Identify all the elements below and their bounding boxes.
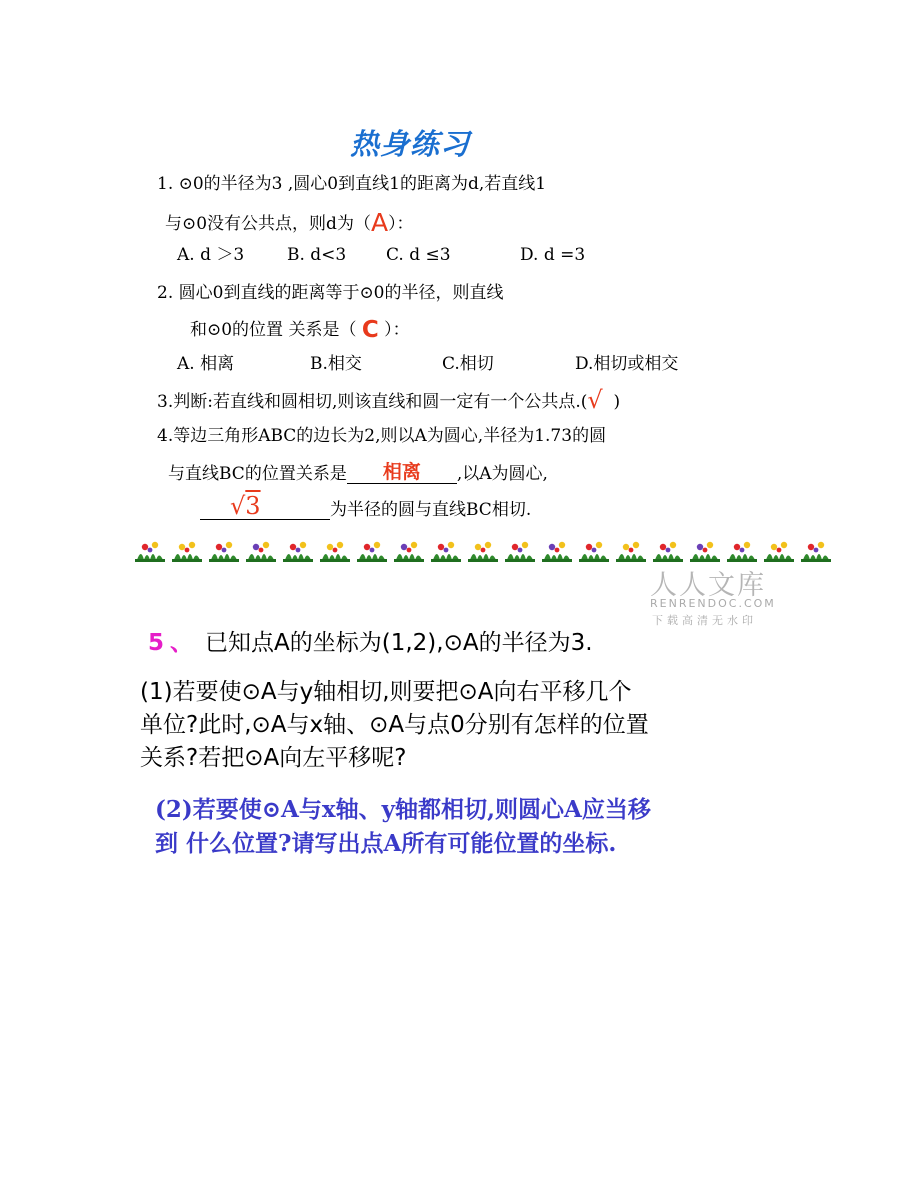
flower-ornament: [727, 538, 757, 562]
flower-ornament: [653, 538, 683, 562]
q4-line2-pre: 与直线BC的位置关系是: [168, 464, 347, 484]
q2-option-a: A. 相离: [177, 354, 235, 374]
q2-line1: 2. 圆心0到直线的距离等于⊙0的半径，则直线: [157, 283, 504, 303]
q4-line2: [168, 462, 548, 484]
q5-part2-line2: 到 什么位置?请写出点A所有可能位置的坐标.: [155, 830, 617, 857]
q2-line2: [190, 317, 410, 343]
flower-border: [135, 538, 790, 562]
q4-blank-1: [347, 462, 457, 484]
q2-option-d: D.相切或相交: [575, 354, 679, 374]
flower-ornament: [172, 538, 202, 562]
q5-stem-line: [148, 627, 593, 660]
flower-ornament: [209, 538, 239, 562]
q1-option-d: D. d =3: [520, 245, 586, 265]
flower-ornament: [320, 538, 350, 562]
flower-ornament: [690, 538, 720, 562]
q4-line3: [200, 492, 532, 520]
q5-separator: 、: [170, 630, 194, 656]
q3-line: [157, 386, 621, 414]
flower-ornament: [505, 538, 535, 562]
watermark-slogan: 下载高清无水印: [652, 614, 757, 627]
q2-option-b: B.相交: [310, 354, 362, 374]
q3-text: 3.判断:若直线和圆相切,则该直线和圆一定有一个公共点.(: [157, 392, 588, 412]
q4-answer-1: 相离: [382, 461, 421, 483]
q1-line2-post: ）：: [388, 214, 414, 234]
flower-ornament: [431, 538, 461, 562]
flower-ornament: [246, 538, 276, 562]
q1-answer: A: [370, 208, 389, 237]
flower-ornament: [579, 538, 609, 562]
q2-line2-post: ）：: [384, 320, 410, 340]
q5-part1-line2: 单位?此时,⊙A与x轴、⊙A与点0分别有怎样的位置: [140, 712, 649, 738]
q2-line2-pre: 和⊙0的位置 关系是（: [190, 320, 357, 340]
flower-ornament: [468, 538, 498, 562]
q1-option-b: B. d<3: [287, 245, 347, 265]
q1-line1: 1. ⊙0的半径为3 ,圆心0到直线1的距离为d,若直线1: [157, 174, 547, 194]
flower-ornament: [542, 538, 572, 562]
q5-stem: 已知点A的坐标为(1,2),⊙A的半径为3.: [205, 630, 593, 656]
q5-part1: [140, 676, 649, 775]
q5-part1-line1: (1)若要使⊙A与y轴相切,则要把⊙A向右平移几个: [140, 679, 632, 705]
q3-answer-check: √: [587, 386, 603, 414]
flower-ornament: [283, 538, 313, 562]
q4-answer-2: [230, 492, 261, 520]
q1-line2: [165, 208, 414, 237]
q4-line3-post: 为半径的圆与直线BC相切.: [330, 500, 532, 520]
flower-ornament: [135, 538, 165, 562]
sqrt-value: 3: [245, 492, 261, 520]
watermark-logo: 人人文库: [650, 570, 766, 601]
flower-ornament: [801, 538, 831, 562]
q4-line1: 4.等边三角形ABC的边长为2,则以A为圆心,半径为1.73的圆: [157, 426, 607, 446]
q5-part1-line3: 关系?若把⊙A向左平移呢?: [140, 745, 407, 771]
sqrt-radical: √: [230, 492, 246, 520]
q5-part2-line1: (2)若要使⊙A与x轴、y轴都相切,则圆心A应当移: [155, 796, 651, 823]
flower-ornament: [357, 538, 387, 562]
flower-ornament: [394, 538, 424, 562]
flower-ornament: [764, 538, 794, 562]
q4-blank-2: [200, 492, 330, 520]
q2-option-c: C.相切: [442, 354, 494, 374]
q3-post: ): [613, 392, 621, 412]
watermark-domain: RENRENDOC.COM: [650, 597, 776, 610]
q2-answer: C: [361, 317, 379, 343]
q1-line2-pre: 与⊙0没有公共点，则d为（: [165, 214, 371, 234]
q1-option-a: A. d ＞3: [177, 245, 245, 265]
q5-part2: [155, 793, 651, 861]
flower-ornament: [616, 538, 646, 562]
q1-option-c: C. d ≤3: [386, 245, 451, 265]
q4-line2-post: ,以A为圆心,: [456, 464, 548, 484]
page-title: 热身练习: [350, 127, 471, 161]
q5-number: 5: [148, 630, 165, 656]
